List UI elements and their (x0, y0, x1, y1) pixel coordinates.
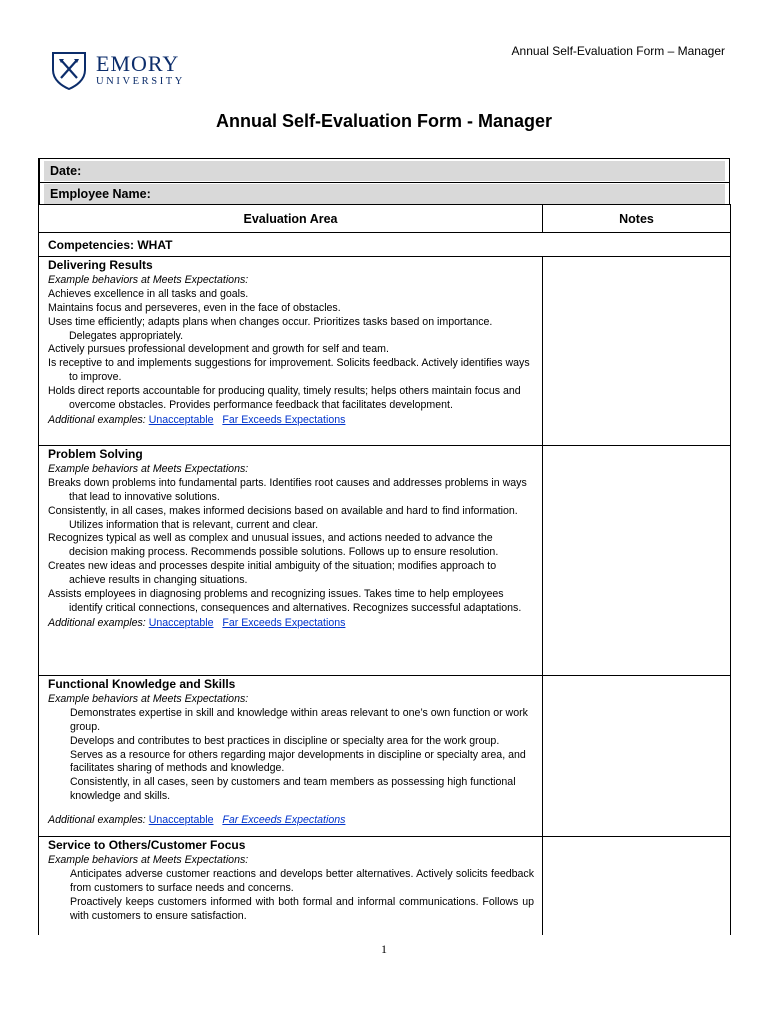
behavior-item: Anticipates adverse customer reactions and develops better alternatives. Actively solicits feedback from customers to surface needs and concerns. (70, 867, 534, 894)
behavior-item: Holds direct reports accountable for producing quality, timely results; helps others maintain focus and overcome obstacles. Provides performance feedback that facilitates development. (48, 385, 521, 412)
behavior-item: Demonstrates expertise in skill and knowledge within areas relevant to one’s own function or work group. (70, 706, 528, 733)
behavior-item: Develops and contributes to best practices in discipline or specialty area for the work group. (70, 734, 500, 747)
example-label: Example behaviors at Meets Expectations: (48, 462, 249, 475)
link-far-exceeds[interactable]: Far Exceeds Expectations (222, 413, 346, 426)
evaluation-form (38, 158, 730, 935)
date-row (38, 158, 730, 182)
notes-cell[interactable] (543, 676, 731, 837)
link-unacceptable[interactable]: Unacceptable (148, 814, 214, 827)
behavior-item: Consistently, in all cases, seen by customers and team members as possessing high functional knowledge and skills. (70, 776, 516, 803)
additional-label: Additional examples: (48, 814, 146, 827)
competencies-row: Competencies: WHAT (39, 233, 731, 257)
logo-subtitle: UNIVERSITY (96, 75, 185, 87)
section-service-to-others (39, 837, 543, 935)
date-label: Date: (50, 163, 82, 178)
section-title: Delivering Results (48, 258, 153, 272)
additional-label: Additional examples: (48, 616, 146, 629)
behavior-item: Proactively keeps customers informed with both formal and informal communications. Follows up with customers to ensure satisfaction. (70, 895, 534, 922)
behavior-item: Recognizes typical as well as complex and unusual issues, and actions needed to advance the decision making process. Recommends possible solutions. Follows up to ensure resolution. (48, 532, 499, 559)
date-field[interactable] (44, 161, 725, 181)
shield-icon (50, 50, 88, 90)
behavior-item: Serves as a resource for others regarding major developments in discipline or specialty area, and facilitates sharing of methods and knowledge. (70, 748, 526, 775)
section-title: Problem Solving (48, 447, 143, 461)
section-functional-knowledge (39, 676, 543, 837)
emory-logo (50, 50, 185, 90)
additional-label: Additional examples: (48, 413, 146, 426)
page-title: Annual Self-Evaluation Form - Manager (215, 111, 553, 131)
column-header-area: Evaluation Area (39, 204, 543, 233)
behavior-item: Actively pursues professional development and growth for self and team. (48, 343, 389, 356)
section-problem-solving (39, 446, 543, 676)
notes-cell[interactable] (543, 446, 731, 676)
column-header-notes: Notes (543, 204, 731, 233)
notes-cell[interactable] (543, 257, 731, 446)
section-delivering-results (39, 257, 543, 446)
notes-cell[interactable] (543, 837, 731, 935)
behavior-item: Achieves excellence in all tasks and goals. (48, 287, 249, 300)
behavior-item: Is receptive to and implements suggestions for improvement. Solicits feedback. Actively identifies ways to improve. (48, 357, 530, 384)
link-far-exceeds[interactable]: Far Exceeds Expectations (222, 616, 346, 629)
behavior-item: Creates new ideas and processes despite initial ambiguity of the situation; modifies approach to achieve results in changing situations. (48, 560, 497, 587)
employee-name-field[interactable] (44, 184, 725, 204)
example-label: Example behaviors at Meets Expectations: (48, 273, 249, 286)
link-unacceptable[interactable]: Unacceptable (148, 413, 214, 426)
behavior-item: Maintains focus and perseveres, even in the face of obstacles. (48, 301, 341, 314)
employee-label: Employee Name: (50, 186, 151, 201)
behavior-item: Consistently, in all cases, makes informed decisions based on available and hard to find information. Utilizes information that is relevant, current and clear. (48, 504, 518, 531)
link-far-exceeds[interactable]: Far Exceeds Expectations (222, 814, 346, 827)
behavior-item: Uses time efficiently; adapts plans when changes occur. Prioritizes tasks based on importance. Delegates appropriately. (48, 315, 493, 342)
section-title: Functional Knowledge and Skills (48, 677, 236, 691)
example-label: Example behaviors at Meets Expectations: (48, 692, 249, 705)
page-number: 1 (381, 942, 387, 956)
link-unacceptable[interactable]: Unacceptable (148, 616, 214, 629)
employee-row (38, 182, 730, 204)
behavior-item: Breaks down problems into fundamental parts. Identifies root causes and addresses problems in ways that lead to innovative solutions. (48, 476, 527, 503)
example-label: Example behaviors at Meets Expectations: (48, 853, 249, 866)
logo-name: EMORY (96, 50, 180, 76)
behavior-item: Assists employees in diagnosing problems and recognizing issues. Takes time to help employees identify critical connections, consequences and alternatives. Recognizes successful adaptations. (48, 588, 522, 614)
running-header: Annual Self-Evaluation Form – Manager (511, 44, 725, 58)
section-title: Service to Others/Customer Focus (48, 838, 246, 852)
evaluation-table (38, 204, 730, 935)
